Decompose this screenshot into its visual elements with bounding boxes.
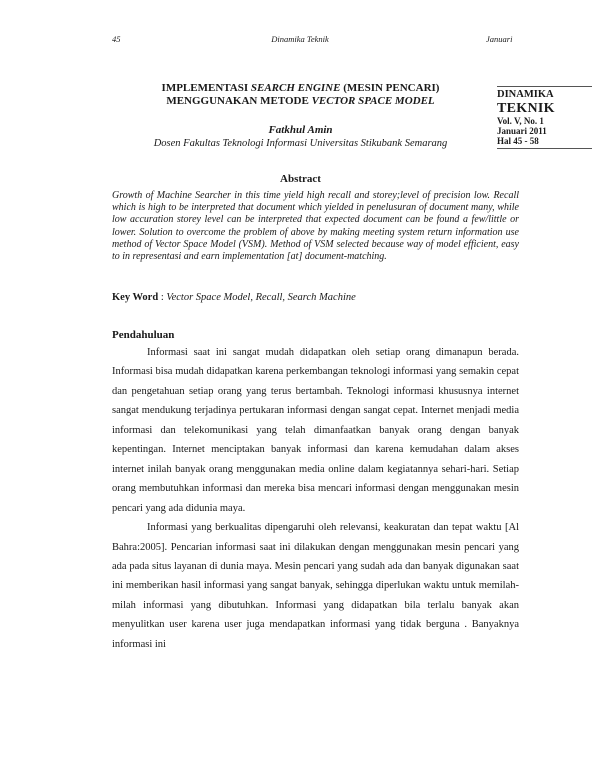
page-number: 45	[112, 34, 121, 44]
section-body	[112, 343, 519, 654]
paper-title	[118, 82, 483, 108]
journal-volume: Vol. V, No. 1	[497, 116, 544, 126]
author-name: Fatkhul Amin	[268, 124, 333, 136]
journal-name-line2: TEKNIK	[497, 101, 555, 116]
running-header-journal: Dinamika Teknik	[271, 34, 329, 44]
title-line-1: IMPLEMENTASI SEARCH ENGINE (MESIN PENCARI)	[161, 82, 440, 94]
author-affiliation: Dosen Fakultas Teknologi Informasi Universitas Stikubank Semarang	[153, 138, 448, 149]
section-heading: Pendahuluan	[112, 329, 175, 341]
abstract-text: Growth of Machine Searcher in this time yield high recall and storey;level of precision low. Recall which is high to be interpreted that document which yielded in penelusuran of document many, while low accuration storey level can be interpreted that expected document can be found a few/little or lower. Solution to overcome the problem of above by making meeting system return information use method of Vector Space Model (VSM). Method of VSM selected because way of model efficient, easy to in representasi and earn implementation [at] document-matching.	[112, 190, 519, 263]
keywords: Key Word : Vector Space Model, Recall, Search Machine	[112, 292, 356, 303]
body-paragraph: Informasi yang berkualitas dipengaruhi oleh relevansi, keakuratan dan tepat waktu [Al Bahra:2005]. Pencarian informasi saat ini dilakukan dengan menggunakan mesin pencari yang ada pada situs layanan di dunia maya. Mesin pencari yang sudah ada dan banyak digunakan saat ini memberikan hasil informasi yang sangat banyak, sehingga diperlukan waktu untuk memilah-milah informasi yang dibutuhkan. Informasi yang didapatkan bila terlalu banyak akan menyulitkan user karena user juga mendapatkan informasi yang tidak berguna . Banyaknya informasi ini	[112, 522, 519, 650]
journal-date: Januari 2011	[497, 126, 547, 136]
keyword-value: Vector Space Model, Recall, Search Machine	[166, 292, 356, 303]
journal-name-line1: DINAMIKA	[497, 89, 554, 100]
title-line-2: MENGGUNAKAN METODE VECTOR SPACE MODEL	[166, 95, 435, 107]
keyword-label: Key Word	[112, 292, 159, 303]
journal-info-box	[497, 86, 592, 149]
running-header-month: Januari	[486, 34, 513, 44]
body-paragraph: Informasi saat ini sangat mudah didapatkan oleh setiap orang dimanapun berada. Informasi bisa mudah didapatkan karena perkembangan teknologi informasi yang semakin cepat dan pengetahuan setiap orang yang terus bertambah. Teknologi informasi khususnya internet sangat mendukung terjadinya pertukaran informasi dengan sangat cepat. Internet menjadi media informasi dan telekomunikasi yang telah dimanfaatkan banyak orang dengan banyak kepentingan. Internet menciptakan banyak informasi dan karena kemudahan dalam akses internet inilah banyak orang menggunakan media online dalam kegiatannya sehari-hari. Setiap orang membutuhkan informasi dan mereka bisa mencari informasi dengan menggunakan mesin pencari yang ada didunia maya.	[112, 347, 519, 514]
abstract-heading: Abstract	[280, 173, 321, 185]
journal-pages: Hal 45 - 58	[497, 136, 539, 146]
